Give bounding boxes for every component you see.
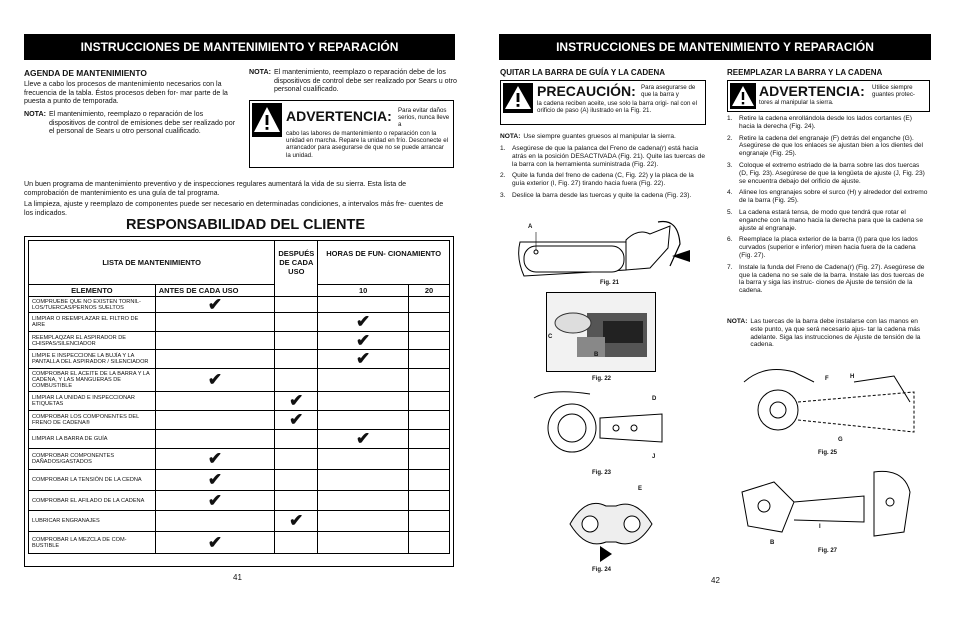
- table-cell-antes: [155, 491, 275, 511]
- nota-text: El mantenimiento, reemplazo o reparación de los dispositivos de control de emisiones debe ser realizado por el personal de Sears u otro personal cualificado.: [48, 110, 236, 136]
- table-row: [29, 297, 450, 313]
- step-text: Instale la funda del Freno de Cadena(r) (Fig. 27). Asegúrese de que la cadena no se sale de la barra. Instale las dos tuercas de la barra y siga las instruc- ciones de Ajuste de tensión de la cadena.: [739, 263, 925, 295]
- step-text: Deslice la barra desde las tuercas y quite la cadena (Fig. 23).: [512, 191, 692, 199]
- table-row: [29, 313, 450, 332]
- quitar-steps-list: [500, 145, 706, 204]
- fig27-illustration: [734, 462, 920, 546]
- table-cell-despues: [275, 297, 318, 313]
- fig25-caption: Fig. 25: [818, 450, 838, 456]
- table-row: [29, 449, 450, 470]
- step-item: [727, 115, 929, 131]
- table-cell-despues: [275, 369, 318, 392]
- nota-text: Use siempre guantes gruesos al manipular la sierra.: [523, 133, 676, 140]
- agenda-nota: [24, 110, 236, 136]
- table-cell-despues: [275, 491, 318, 511]
- quitar-title: QUITAR LA BARRA DE GUÍA Y LA CADENA: [500, 68, 666, 77]
- warning-triangle-icon: [730, 83, 756, 109]
- table-row-label: LIMPIAR LA UNIDAD E INSPECCIONAR ETIQUETAS: [29, 392, 156, 411]
- table-cell-h20: [409, 511, 450, 532]
- warning-triangle-icon: [252, 103, 282, 137]
- right-header-title: INSTRUCCIONES DE MANTENIMIENTO Y REPARACIÓN: [556, 40, 874, 54]
- check-icon: ✔: [207, 370, 223, 389]
- precaucion-box: [500, 80, 706, 125]
- table-cell-h10: [318, 532, 409, 554]
- table-cell-despues: [275, 411, 318, 430]
- table-row: [29, 532, 450, 554]
- table-cell-h10: [318, 350, 409, 369]
- left-header-bar: [24, 34, 455, 60]
- table-cell-h20: [409, 430, 450, 449]
- table-cell-h20: [409, 350, 450, 369]
- table-row-label: COMPROBAR LA TENSIÓN DE LA CEDNA: [29, 470, 156, 491]
- fig22-illustration: [547, 293, 655, 371]
- horas-header: HORAS DE FUN- CIONAMIENTO: [318, 241, 450, 285]
- check-icon: ✔: [356, 312, 371, 331]
- precaucion-side: Para asegurarse de que la barra y: [641, 84, 696, 99]
- fig24-caption: Fig. 24: [592, 567, 612, 573]
- nota-key: NOTA:: [727, 318, 748, 325]
- table-cell-despues: [275, 313, 318, 332]
- step-number: 1.: [727, 115, 733, 122]
- step-item: [727, 162, 929, 185]
- table-cell-h20: [409, 532, 450, 554]
- table-row-label: REEMPLAQZAR EL ASPIRADOR DE CHISPAS/SILENCIADOR: [29, 332, 156, 350]
- check-icon: ✔: [356, 429, 371, 448]
- fig25-illustration: [734, 362, 920, 446]
- advertencia-title: ADVERTENCIA:: [286, 108, 392, 124]
- step-number: 3.: [727, 161, 733, 169]
- table-row-label: LIMPIAR LA BARRA DE GUÍA: [29, 430, 156, 449]
- table-cell-despues: [275, 392, 318, 411]
- table-cell-h10: [318, 411, 409, 430]
- fig25-label-h: H: [850, 374, 855, 380]
- right-col-nota: [249, 68, 457, 94]
- right-page-number: 42: [711, 576, 720, 585]
- table-cell-despues: [275, 470, 318, 491]
- check-icon: ✔: [207, 449, 223, 468]
- fig21-label-a: A: [528, 224, 533, 230]
- table-cell-h20: [409, 392, 450, 411]
- step-text: Alinee los engranajes sobre el surco (H) y alrededor del extremo de la barra (Fig. 25).: [739, 189, 928, 205]
- fig24-illustration: [556, 484, 666, 566]
- lista-header: LISTA DE MANTENIMIENTO: [29, 241, 275, 285]
- check-icon: ✔: [207, 490, 223, 510]
- left-header-title: INSTRUCCIONES DE MANTENIMIENTO Y REPARACIÓN: [80, 40, 399, 54]
- check-icon: ✔: [356, 349, 371, 368]
- step-text: Retire la cadena del engranaje (F) detrás del enganche (G). Asegúrese de que los enlaces se ajustan bien a los dientes del engranaje (Fig. 25).: [739, 134, 924, 158]
- table-cell-antes: [155, 313, 275, 332]
- advertencia-body-right: tores al manipular la sierra.: [759, 99, 834, 106]
- step-item: [500, 192, 706, 200]
- fig21-illustration: [510, 218, 690, 284]
- fig25-label-f: F: [825, 376, 829, 382]
- advertencia-side: Para evitar daños serios, nunca lleve a: [398, 107, 450, 129]
- check-icon: ✔: [207, 294, 223, 314]
- table-cell-h20: [409, 332, 450, 350]
- table-cell-antes: [155, 392, 275, 411]
- table-cell-h20: [409, 491, 450, 511]
- fig27-label-b: B: [770, 540, 775, 546]
- table-cell-despues: [275, 350, 318, 369]
- fig22-label-b: B: [594, 352, 599, 358]
- advertencia-title-right: ADVERTENCIA:: [759, 83, 865, 99]
- maintenance-table: [28, 240, 450, 554]
- right-header-bar: [499, 34, 931, 60]
- table-cell-h10: [318, 430, 409, 449]
- nota-key: NOTA:: [249, 68, 271, 76]
- step-text: Asegúrese de que la palanca del Freno de cadena(r) está hacia atrás en la posición DESACTIVADA (Fig. 21). Quite las tuercas de la barra con la herramienta suministrada (Fig. 22).: [512, 145, 706, 168]
- table-row: [29, 470, 450, 491]
- table-cell-antes: [155, 369, 275, 392]
- step-number: 3.: [500, 191, 506, 199]
- step-number: 2.: [727, 134, 733, 142]
- table-row-label: COMPROBAR COMPONENTES DAÑADOS/GASTADOS: [29, 449, 156, 470]
- step-text: Coloque el extremo estriado de la barra sobre las dos tuercas (D, Fig. 23). Asegúrese de que la lengüeta de ajuste (J, Fig. 23) se encuentra debajo del orificio de ajuste.: [739, 161, 925, 185]
- agenda-text: Lleve a cabo los procesos de mantenimiento necesarios con la frecuencia de la tabla. Éstos procesos deben for- mar parte de la puesta a punto de temporada.: [24, 80, 228, 106]
- fig23-illustration: [530, 388, 670, 468]
- table-cell-h10: [318, 313, 409, 332]
- table-cell-antes: [155, 449, 275, 470]
- table-row-label: LIMPIE E INSPECCIONE LA BUJÍA Y LA PANTALLA DEL ASPIRADOR / SILENCIADOR: [29, 350, 156, 369]
- fig22-caption: Fig. 22: [592, 376, 612, 382]
- table-row: [29, 430, 450, 449]
- step-text: Retire la cadena enrollándola desde los lados cortantes (E) hacia la derecha (Fig. 24).: [739, 115, 913, 130]
- maintenance-table-body: [29, 294, 450, 554]
- table-cell-h10: [318, 511, 409, 532]
- fig23-label-j: J: [652, 454, 656, 460]
- table-cell-antes: [155, 332, 275, 350]
- table-cell-despues: [275, 430, 318, 449]
- table-cell-h20: [409, 297, 450, 313]
- table-cell-h20: [409, 449, 450, 470]
- check-icon: ✔: [289, 410, 304, 429]
- step-item: [500, 145, 706, 168]
- step-text: Reemplace la placa exterior de la barra (I) para que los lados curvados (superior e inferior) miren hacia fuera de la cadena (Fig. 27).: [739, 236, 918, 259]
- advertencia-body: cabo las labores de mantenimiento o reparación con la unidad en marcha. Repare la unidad en frío. Desconecte el arrancador para asegurarse de que no se puede arrancar la unidad.: [286, 130, 449, 159]
- table-row-label: COMPRUEBE QUE NO EXISTEN TORNIL- LOS/TUERCAS/PERNOS SUELTOS: [29, 297, 156, 313]
- step-item: [727, 209, 929, 232]
- table-cell-antes: [155, 430, 275, 449]
- table-cell-despues: [275, 532, 318, 554]
- nota-key: NOTA:: [24, 110, 46, 118]
- table-cell-h10: [318, 332, 409, 350]
- despues-header: DESPUÉS DE CADA USO: [275, 241, 318, 297]
- hours-20-header: 20: [409, 285, 450, 297]
- reemplazar-steps-list: [727, 115, 929, 299]
- nota-key: NOTA:: [500, 133, 521, 140]
- step-text: La cadena estará tensa, de modo que tendrá que rotar el enganche con la mano hacia la derecha para que la cadena se ajuste al engranaje.: [739, 208, 924, 232]
- precaucion-body: la cadena reciben aceite, use solo la barra origi- nal con el orificio de paso (A) ilustrado en la Fig. 21.: [537, 100, 697, 115]
- table-cell-antes: [155, 470, 275, 491]
- reemplazar-title: REEMPLAZAR LA BARRA Y LA CADENA: [727, 68, 883, 77]
- step-item: [727, 135, 929, 158]
- step-item: [500, 172, 706, 188]
- table-row-label: COMPROBAR LA MEZCLA DE COM- BUSTIBLE: [29, 532, 156, 554]
- hours-10-header: 10: [318, 285, 409, 297]
- left-page-number: 41: [233, 573, 242, 582]
- fig23-label-d: D: [652, 396, 657, 402]
- table-cell-h10: [318, 470, 409, 491]
- advertencia-side-right: Utilice siempre guantes protec-: [872, 84, 915, 99]
- table-cell-h20: [409, 369, 450, 392]
- step-item: [727, 264, 929, 295]
- table-row: [29, 350, 450, 369]
- table-cell-despues: [275, 511, 318, 532]
- step-number: 5.: [727, 208, 733, 216]
- step-number: 6.: [727, 236, 733, 244]
- table-cell-h20: [409, 313, 450, 332]
- step-number: 1.: [500, 145, 506, 152]
- responsabilidad-title: RESPONSABILIDAD DEL CLIENTE: [126, 217, 366, 233]
- table-cell-h10: [318, 297, 409, 313]
- fig22-label-c: C: [548, 334, 553, 340]
- agenda-title: AGENDA DE MANTENIMIENTO: [24, 68, 147, 78]
- table-row-label: LUBRICAR ENGRANAJES: [29, 511, 156, 532]
- step-text: Quite la funda del freno de cadena (C, Fig. 22) y la placa de la guía exterior (I, Fig. 27) tirando hacia fuera (Fig. 22).: [512, 172, 694, 188]
- check-icon: ✔: [289, 391, 304, 410]
- table-cell-h10: [318, 449, 409, 470]
- table-cell-antes: [155, 411, 275, 430]
- table-cell-h10: [318, 491, 409, 511]
- table-row-label: COMPROBAR EL AFILADO DE LA CADENA: [29, 491, 156, 511]
- table-row: [29, 332, 450, 350]
- elemento-header: ELEMENTO: [29, 285, 156, 297]
- table-cell-h20: [409, 411, 450, 430]
- check-icon: ✔: [289, 511, 304, 530]
- step-number: 4.: [727, 189, 733, 197]
- check-icon: ✔: [207, 532, 223, 552]
- intro-paragraph-1: Un buen programa de mantenimiento preventivo y de inspecciones regulares aumentará la vida de su sierra. Esta lista de comprobación de mantenimiento es una guía de tal programa.: [24, 180, 407, 197]
- step-item: [727, 189, 929, 205]
- table-cell-despues: [275, 449, 318, 470]
- nota-text: Las tuercas de la barra debe instalarse con las manos en este punto, ya que será necesario ajus- tar la cadena más adelante. Siga las instrucciones de Ajuste de tensión de la cadena.: [750, 318, 921, 349]
- warning-triangle-icon: [503, 83, 533, 113]
- fig23-caption: Fig. 23: [592, 470, 612, 476]
- precaucion-title: PRECAUCIÓN:: [537, 83, 636, 99]
- nota-text: El mantenimiento, reemplazo o reparación debe de los dispositivos de control debe ser realizado por Sears u otro personal cualificado.: [273, 68, 457, 94]
- check-icon: ✔: [356, 330, 371, 350]
- advertencia-box-right: [727, 80, 930, 112]
- fig27-caption: Fig. 27: [818, 548, 838, 554]
- table-cell-antes: [155, 350, 275, 369]
- table-row: [29, 392, 450, 411]
- antes-header: ANTES DE CADA USO: [155, 285, 275, 297]
- table-row-label: COMPROBAR LOS COMPONENTES DEL FRENO DE CADENA®: [29, 411, 156, 430]
- table-cell-antes: [155, 532, 275, 554]
- table-row: [29, 491, 450, 511]
- check-icon: ✔: [207, 470, 223, 489]
- step-number: 2.: [500, 172, 506, 180]
- table-cell-antes: [155, 294, 275, 314]
- table-row: [29, 369, 450, 392]
- table-row: [29, 511, 450, 532]
- table-row-label: LIMPIAR O REEMPLAZAR EL FILTRO DE AIRE: [29, 313, 156, 332]
- reemplazar-nota: [727, 318, 929, 349]
- fig27-label-i: I: [819, 524, 821, 530]
- quitar-nota: [500, 133, 708, 142]
- table-cell-antes: [155, 511, 275, 532]
- step-number: 7.: [727, 263, 733, 271]
- table-cell-h10: [318, 369, 409, 392]
- intro-paragraph-2: La limpieza, ajuste y reemplazo de componentes puede ser necesario en determinadas condiciones, a intervalos más fre- cuentes de los indicados.: [24, 200, 444, 217]
- fig21-caption: Fig. 21: [600, 280, 620, 286]
- table-row-label: COMPROBAR EL ACEITE DE LA BARRA Y LA CADENA, Y LAS MANGUERAS DE COMBUSTIBLE: [29, 369, 156, 392]
- fig25-label-g: G: [838, 437, 843, 443]
- table-cell-despues: [275, 332, 318, 350]
- table-row: [29, 411, 450, 430]
- advertencia-box: [249, 100, 454, 168]
- step-item: [727, 236, 929, 259]
- table-cell-h20: [409, 470, 450, 491]
- table-cell-h10: [318, 392, 409, 411]
- fig24-label-e: E: [638, 486, 643, 492]
